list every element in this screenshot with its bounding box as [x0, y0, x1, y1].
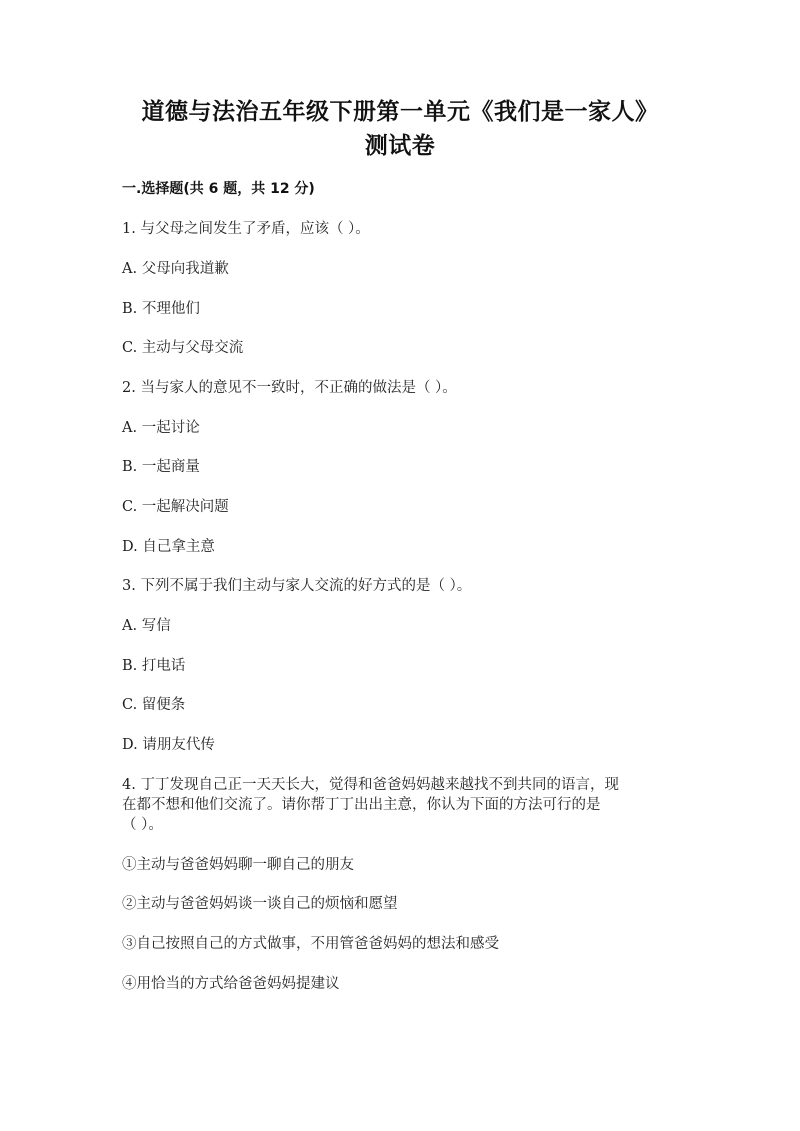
question-4-option-4: ④用恰当的方式给爸爸妈妈提建议 — [122, 976, 340, 992]
question-2-option-d: D. 自己拿主意 — [122, 539, 215, 555]
question-2-option-b: B. 一起商量 — [122, 459, 200, 475]
question-3-option-d: D. 请朋友代传 — [122, 737, 215, 753]
question-4-stem-line-2: 在都不想和他们交流了。请你帮丁丁出出主意，你认为下面的方法可行的是 — [122, 797, 601, 813]
question-2-option-a: A. 一起讨论 — [122, 420, 200, 436]
document-title-line-1: 道德与法治五年级下册第一单元《我们是一家人》 — [141, 99, 659, 125]
question-1-option-a: A. 父母向我道歉 — [122, 261, 229, 277]
section-heading: 一.选择题(共 6 题，共 12 分) — [122, 181, 315, 197]
question-4-stem-line-3: （ ）。 — [122, 817, 163, 833]
question-4-stem-line-1: 4. 丁丁发现自己正一天天长大，觉得和爸爸妈妈越来越找不到共同的语言，现 — [122, 777, 619, 793]
question-2-stem: 2. 当与家人的意见不一致时，不正确的做法是（ ）。 — [122, 380, 457, 396]
question-1-option-b: B. 不理他们 — [122, 301, 200, 317]
question-3-option-c: C. 留便条 — [122, 697, 186, 713]
document-title-line-2: 测试卷 — [364, 133, 436, 159]
question-4-option-3: ③自己按照自己的方式做事，不用管爸爸妈妈的想法和感受 — [122, 936, 499, 952]
question-4-option-1: ①主动与爸爸妈妈聊一聊自己的朋友 — [122, 857, 354, 873]
question-3-stem: 3. 下列不属于我们主动与家人交流的好方式的是（ ）。 — [122, 578, 472, 594]
question-4-option-2: ②主动与爸爸妈妈谈一谈自己的烦恼和愿望 — [122, 896, 398, 912]
question-2-option-c: C. 一起解决问题 — [122, 499, 229, 515]
question-1-option-c: C. 主动与父母交流 — [122, 340, 244, 356]
question-1-stem: 1. 与父母之间发生了矛盾，应该（ ）。 — [122, 221, 370, 237]
question-3-option-b: B. 打电话 — [122, 658, 186, 674]
question-3-option-a: A. 写信 — [122, 618, 171, 634]
